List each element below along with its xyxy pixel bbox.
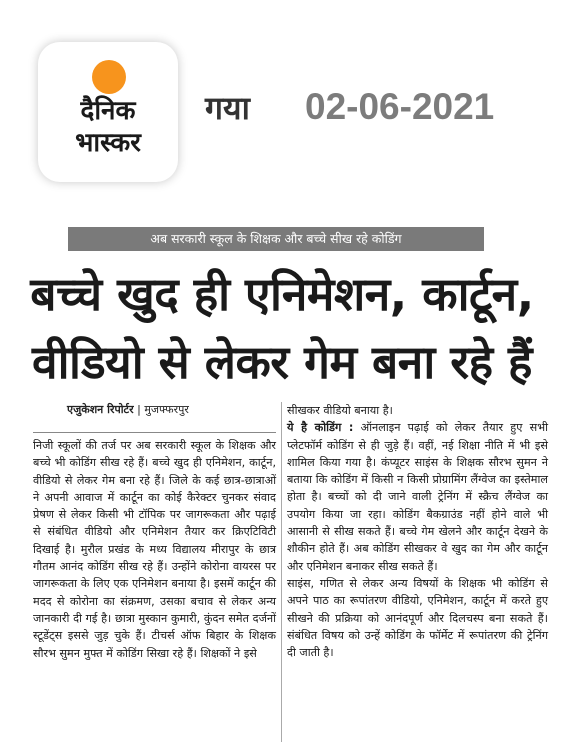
byline-place: मुजफ्फरपुर bbox=[144, 403, 189, 416]
column-divider bbox=[281, 402, 282, 742]
article-kicker: अब सरकारी स्कूल के शिक्षक और बच्चे सीख रहे कोडिंग bbox=[68, 227, 484, 251]
edition-city: गया bbox=[205, 89, 250, 127]
byline bbox=[67, 402, 267, 418]
byline-reporter: एजुकेशन रिपोर्टर bbox=[67, 403, 134, 416]
left-column-text: निजी स्कूलों की तर्ज पर अब सरकारी स्कूल के शिक्षक और बच्चे भी कोडिंग सीख रहे हैं। बच्चे खुद ही एनिमेशन, कार्टून, वीडियो से लेकर गेम बना रहे हैं। जिले के कई छात्र-छात्राओं ने अपनी आवाज में कार्टून का कोई कैरेक्टर चुनकर संवाद प्रेषण से लेकर किसी भी टॉपिक पर जागरूकता और पढ़ाई से संबंधित वीडियो और एनिमेशन तैयार कर क्रिएटिविटी दिखाई है। मुरौल प्रखंड के मध्य विद्यालय मीरापुर के छात्र गौतम आनंद कोडिंग सीख रहे हैं। उन्होंने कोरोना वायरस पर जागरूकता के लिए एक एनिमेशन बनाया है। इसमें कार्टून की मदद से कोरोना का संक्रमण, उसका बचाव से लेकर अन्य जानकारी दी गई है। छात्रा मुस्कान कुमारी, कुंदन समेत दर्जनों स्टूडेंट्स इससे जुड़ चुके हैं। टीचर्स ऑफ बिहार के शिक्षक सौरभ सुमन मुफ्त में कोडिंग सिखा रहे हैं। शिक्षकों ने इसे bbox=[33, 439, 276, 660]
newspaper-logo bbox=[38, 42, 178, 182]
article-column-left bbox=[33, 432, 276, 662]
headline-line-1: बच्चे खुद ही एनिमेशन, कार्टून, bbox=[30, 267, 534, 321]
right-column-intro: सीखकर वीडियो बनाया है। bbox=[287, 404, 393, 417]
article-column-right bbox=[287, 402, 548, 661]
right-column-paragraph-1 bbox=[287, 419, 548, 575]
logo-line-2: भास्कर bbox=[75, 128, 141, 158]
logo-line-1: दैनिक bbox=[80, 96, 136, 126]
byline-separator: | bbox=[133, 403, 145, 416]
edition-date: 02-06-2021 bbox=[305, 86, 495, 127]
subhead: ये है कोडिंग : bbox=[287, 421, 354, 435]
sun-icon bbox=[92, 60, 126, 94]
right-column-paragraph-2: साइंस, गणित से लेकर अन्य विषयों के शिक्षक भी कोडिंग से अपने पाठ का रूपांतरण वीडियो, एनिमेशन, कार्टून में करते हुए सीखने की प्रक्रिया को आनंदपूर्ण और दिलचस्प बना सकते हैं। संबंधित विषय को उन्हें कोडिंग के फॉर्मेट में रूपांतरण की ट्रेनिंग दी जाती है। bbox=[287, 576, 548, 660]
right-column-p1-text: ऑनलाइन पढ़ाई को लेकर तैयार हुए सभी प्लेटफॉर्म कोडिंग से ही जुड़े हैं। वहीं, नई शिक्षा नीति में भी इसे शामिल किया गया है। कंप्यूटर साइंस के शिक्षक सौरभ सुमन ने बताया कि कोडिंग में किसी न किसी प्रोग्रामिंग लैंग्वेज का इस्तेमाल होता है। बच्चों को दी जाने वाली ट्रेनिंग में स्क्रैच लैंग्वेज का उपयोग किया जा रहा। कोडिंग बैकग्राउंड नहीं होने वाले भी आसानी से सीख सकते हैं। बच्चे गेम खेलने और कार्टून देखने के शौकीन होते हैं। अब कोडिंग सीखकर वे खुद का गेम और कार्टून और एनिमेशन बनाकर सीख सकते हैं। bbox=[287, 421, 548, 573]
headline-line-2: वीडियो से लेकर गेम बना रहे हैं bbox=[32, 335, 532, 389]
